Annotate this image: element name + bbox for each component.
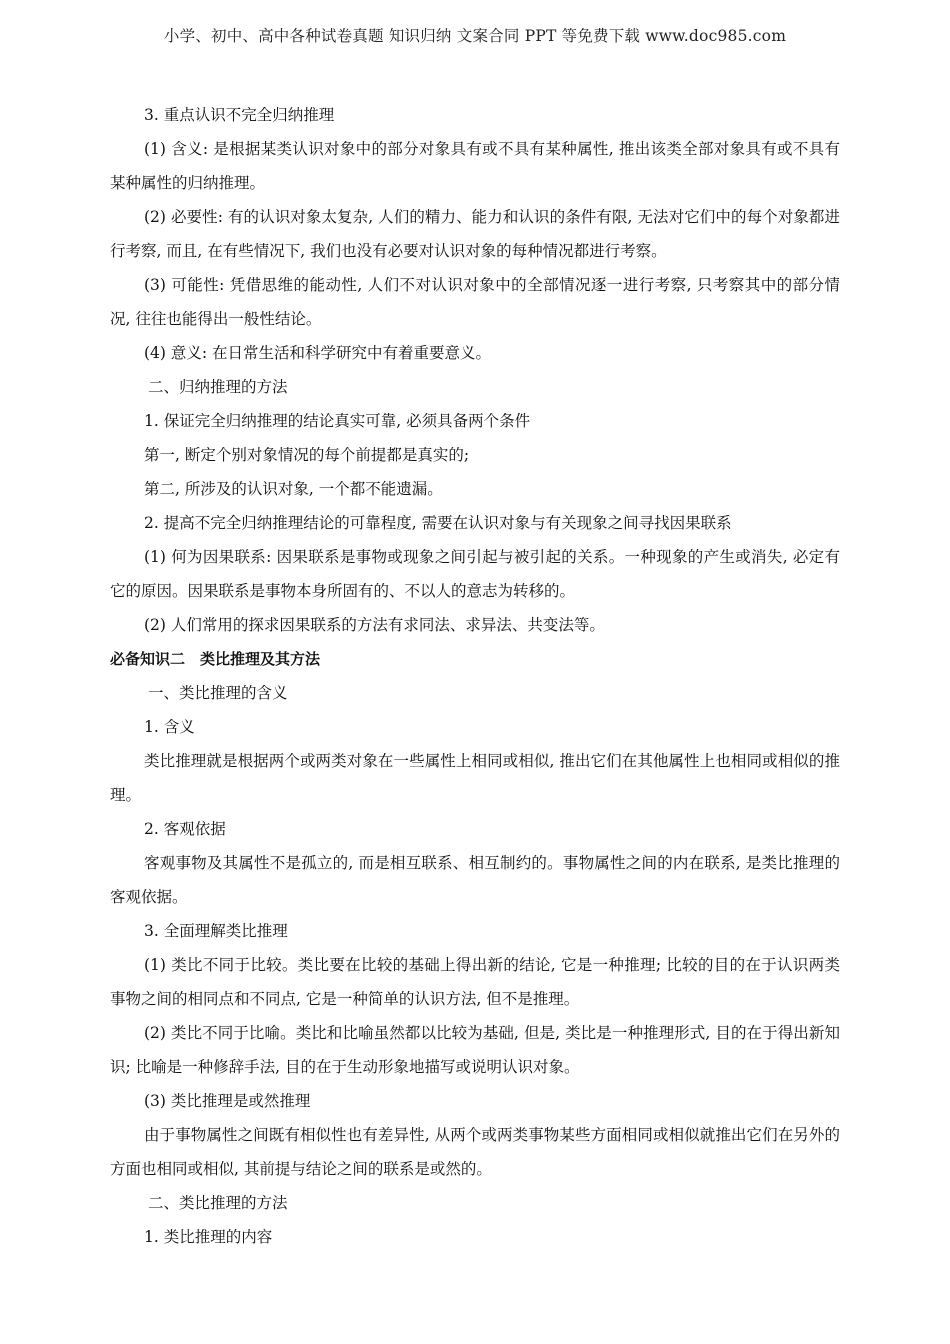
paragraph: (2) 必要性: 有的认识对象太复杂, 人们的精力、能力和认识的条件有限, 无法对它们中的每个对象都进行考察, 而且, 在有些情况下, 我们也没有必要对认识对象的每种情况都进行考察。 [110, 208, 840, 260]
paragraph: (1) 含义: 是根据某类认识对象中的部分对象具有或不具有某种属性, 推出该类全部对象具有或不具有某种属性的归纳推理。 [110, 140, 840, 192]
paragraph: (1) 类比不同于比较。类比要在比较的基础上得出新的结论, 它是一种推理; 比较的目的在于认识两类事物之间的相同点和不同点, 它是一种简单的认识方法, 但不是推理。 [110, 956, 840, 1008]
section-heading: 二、归纳推理的方法 [148, 378, 288, 396]
paragraph: 1. 保证完全归纳推理的结论真实可靠, 必须具备两个条件 [144, 412, 531, 430]
paragraph: (4) 意义: 在日常生活和科学研究中有着重要意义。 [144, 344, 492, 362]
paragraph: 3. 重点认识不完全归纳推理 [144, 106, 335, 124]
paragraph: 3. 全面理解类比推理 [144, 922, 288, 940]
page-header: 小学、初中、高中各种试卷真题 知识归纳 文案合同 PPT 等免费下载 www.doc985.com [163, 27, 787, 45]
paragraph: (3) 可能性: 凭借思维的能动性, 人们不对认识对象中的全部情况逐一进行考察, 只考察其中的部分情况, 往往也能得出一般性结论。 [110, 276, 840, 328]
paragraph: 第一, 断定个别对象情况的每个前提都是真实的; [144, 446, 470, 464]
paragraph: 类比推理就是根据两个或两类对象在一些属性上相同或相似, 推出它们在其他属性上也相同或相似的推理。 [110, 752, 840, 804]
paragraph: (1) 何为因果联系: 因果联系是事物或现象之间引起与被引起的关系。一种现象的产生或消失, 必定有它的原因。因果联系是事物本身所固有的、不以人的意志为转移的。 [110, 548, 840, 600]
paragraph: (2) 人们常用的探求因果联系的方法有求同法、求异法、共变法等。 [144, 616, 605, 634]
paragraph: 2. 提高不完全归纳推理结论的可靠程度, 需要在认识对象与有关现象之间寻找因果联系 [144, 514, 732, 532]
paragraph: 1. 含义 [144, 718, 195, 736]
paragraph: 2. 客观依据 [144, 820, 226, 838]
document-body [110, 98, 840, 1254]
section-heading: 一、类比推理的含义 [148, 684, 288, 702]
paragraph: (3) 类比推理是或然推理 [144, 1092, 311, 1110]
section-heading: 二、类比推理的方法 [148, 1194, 288, 1212]
paragraph: 客观事物及其属性不是孤立的, 而是相互联系、相互制约的。事物属性之间的内在联系, 是类比推理的客观依据。 [110, 854, 840, 906]
paragraph: 由于事物属性之间既有相似性也有差异性, 从两个或两类事物某些方面相同或相似就推出它们在另外的方面也相同或相似, 其前提与结论之间的联系是或然的。 [110, 1126, 840, 1178]
bold-heading: 必备知识二 类比推理及其方法 [110, 650, 321, 668]
paragraph: 1. 类比推理的内容 [144, 1228, 273, 1246]
paragraph: 第二, 所涉及的认识对象, 一个都不能遗漏。 [144, 480, 443, 498]
paragraph: (2) 类比不同于比喻。类比和比喻虽然都以比较为基础, 但是, 类比是一种推理形式, 目的在于得出新知识; 比喻是一种修辞手法, 目的在于生动形象地描写或说明认识对象。 [110, 1024, 840, 1076]
